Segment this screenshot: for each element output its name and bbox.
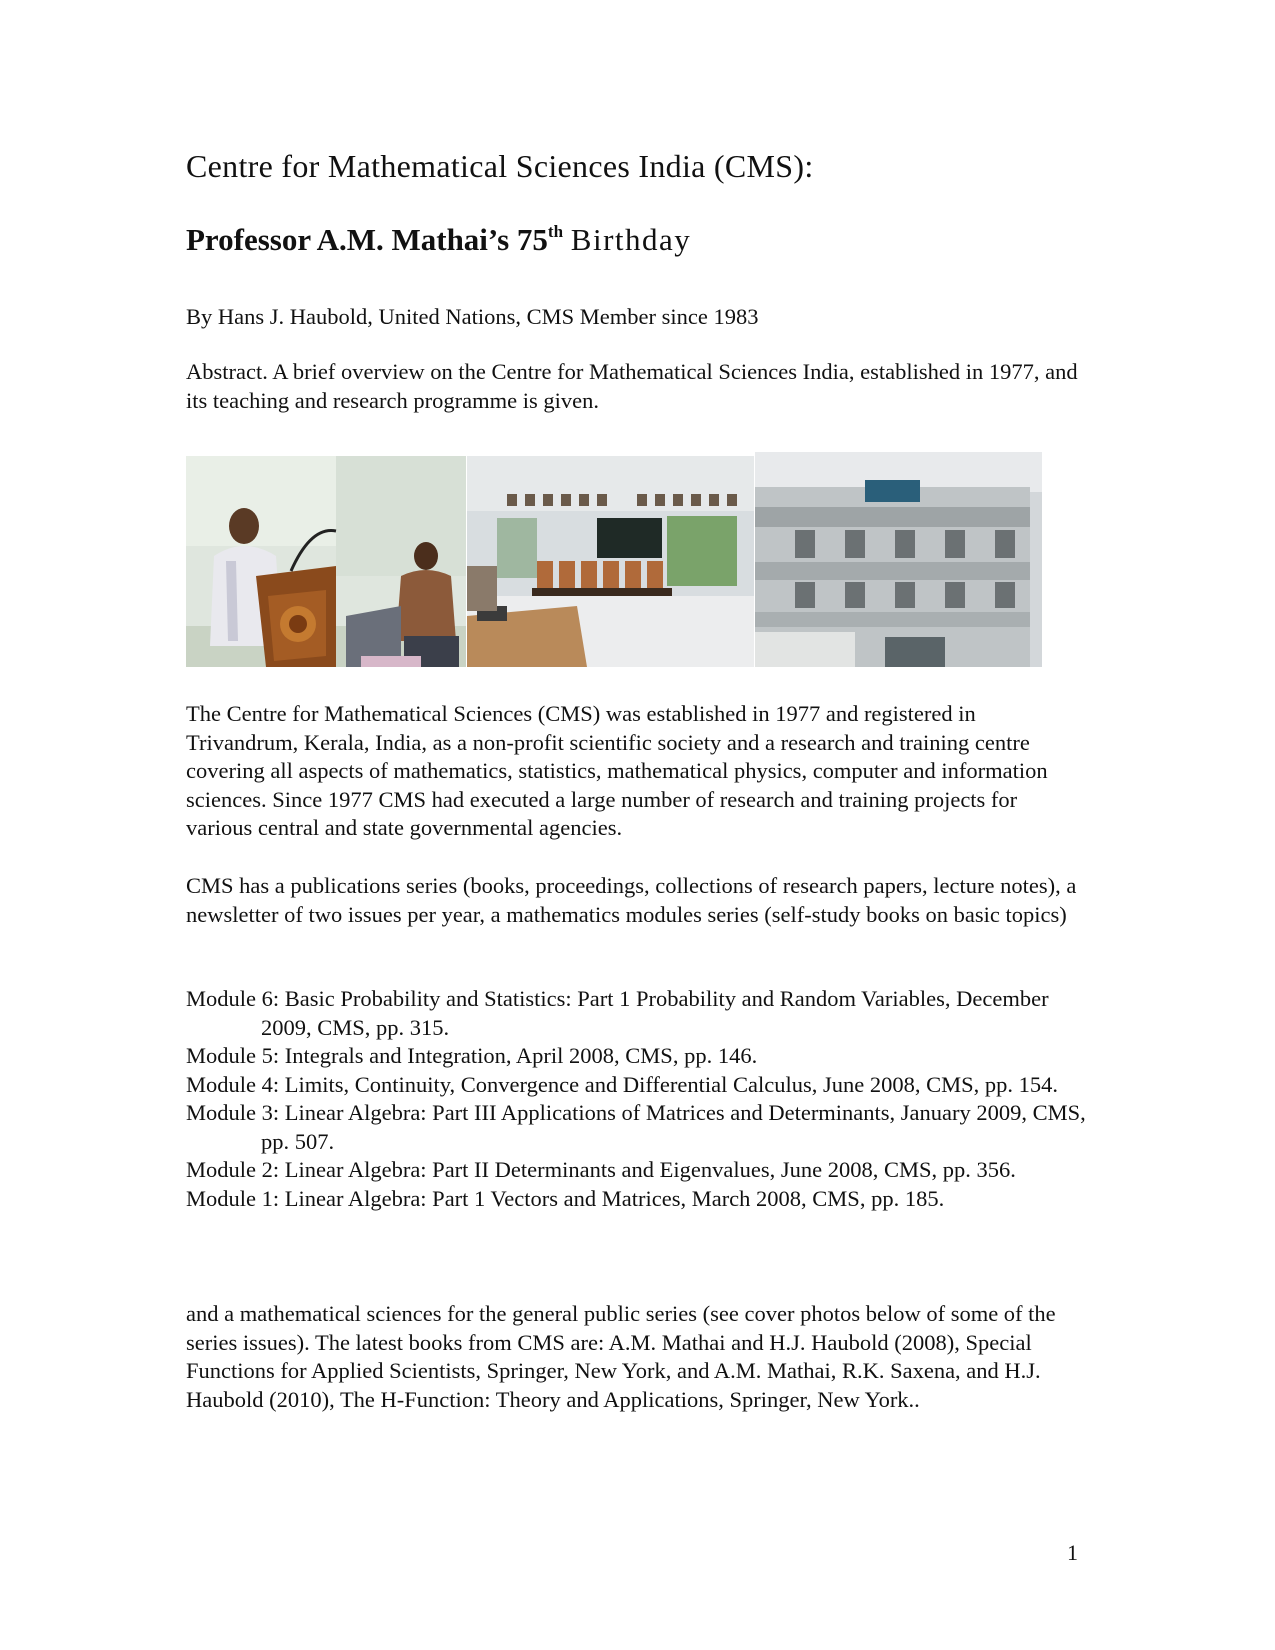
subtitle [186, 222, 691, 258]
intro-paragraph: The Centre for Mathematical Sciences (CMS) was established in 1977 and registered in Trivandrum, Kerala, India, as a non-profit scientific society and a research and training centre covering all aspects of mathematics, statistics, mathematical physics, computer and information sciences. Since 1977 CMS had executed a large number of research and training projects for various central and state governmental agencies. [186, 701, 1048, 840]
list-item: Module 5: Integrals and Integration, April 2008, CMS, pp. 146. [186, 1043, 758, 1068]
lecture-photo [186, 456, 466, 667]
list-item: Module 4: Limits, Continuity, Convergence and Differential Calculus, June 2008, CMS, pp. 154. [186, 1071, 1058, 1097]
subtitle-main: Professor A.M. Mathai’s 75 [186, 222, 548, 257]
abstract: Abstract. A brief overview on the Centre for Mathematical Sciences India, established in 1977, and its teaching and research programme is given. [186, 359, 1078, 413]
subtitle-superscript: th [547, 221, 564, 241]
publications-paragraph: CMS has a publications series (books, proceedings, collections of research papers, lecture notes), a newsletter of two issues per year, a mathematics modules series (self-study books on basic topics) [186, 873, 1077, 927]
photo-strip [186, 452, 1042, 667]
byline: By Hans J. Haubold, United Nations, CMS Member since 1983 [186, 304, 759, 329]
page-number: 1 [1067, 1540, 1078, 1565]
classroom-photo [467, 456, 754, 667]
list-item: Module 6: Basic Probability and Statistics: Part 1 Probability and Random Variables, December 2009, CMS, pp. 315. [186, 986, 1049, 1040]
general-public-paragraph: and a mathematical sciences for the general public series (see cover photos below of some of the series issues). The latest books from CMS are: A.M. Mathai and H.J. Haubold (2008), Special Functions for Applied Scientists, Springer, New York, and A.M. Mathai, R.K. Saxena, and H.J. Haubold (2010), The H-Function: Theory and Applications, Springer, New York.. [186, 1301, 1056, 1412]
list-item: Module 3: Linear Algebra: Part III Applications of Matrices and Determinants, January 2009, CMS, pp. 507. [186, 1100, 1086, 1154]
list-item: Module 2: Linear Algebra: Part II Determinants and Eigenvalues, June 2008, CMS, pp. 356. [186, 1157, 1016, 1182]
list-item: Module 1: Linear Algebra: Part 1 Vectors and Matrices, March 2008, CMS, pp. 185. [186, 1185, 945, 1211]
building-photo [755, 452, 1042, 667]
subtitle-rest: Birthday [570, 222, 692, 257]
page-title: Centre for Mathematical Sciences India (CMS): [186, 148, 814, 184]
modules-list [186, 985, 1086, 1213]
